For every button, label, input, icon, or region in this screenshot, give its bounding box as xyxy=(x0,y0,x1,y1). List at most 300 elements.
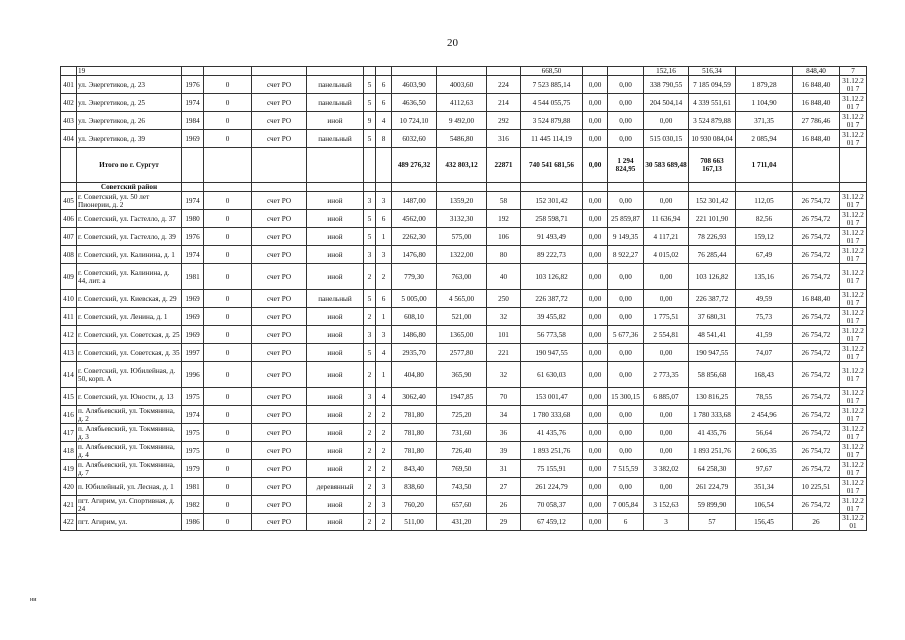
table-cell: 29 xyxy=(487,514,521,531)
table-cell: иной xyxy=(307,424,364,442)
table-cell: 608,10 xyxy=(392,308,437,326)
table-cell: 316 xyxy=(487,130,521,148)
table-cell: 1 780 333,68 xyxy=(521,406,583,424)
table-cell: 0,00 xyxy=(608,192,644,210)
table-cell: 7 185 094,59 xyxy=(689,76,736,94)
table-cell: 26 754,72 xyxy=(793,228,840,246)
table-cell: 420 xyxy=(61,478,77,496)
table-cell: 1982 xyxy=(182,496,204,514)
table-cell: 0,00 xyxy=(608,112,644,130)
table-cell: 37 680,31 xyxy=(689,308,736,326)
table-cell: 9 xyxy=(364,112,376,130)
table-cell: 26 xyxy=(793,514,840,531)
table-cell: 0,00 xyxy=(583,228,608,246)
table-cell: 1365,00 xyxy=(437,326,487,344)
table-cell: 67 459,12 xyxy=(521,514,583,531)
table-cell: 2 454,96 xyxy=(736,406,793,424)
table-cell: 2577,80 xyxy=(437,344,487,362)
table-cell: 3 524 879,88 xyxy=(521,112,583,130)
table-cell: 5 xyxy=(364,344,376,362)
table-row xyxy=(61,460,867,478)
table-cell: 1 294 824,95 xyxy=(608,148,644,183)
table-cell: 0,00 xyxy=(583,112,608,130)
table-cell: 1981 xyxy=(182,264,204,290)
table-cell: 26 754,72 xyxy=(793,210,840,228)
table-cell: 0,00 xyxy=(608,478,644,496)
table-row xyxy=(61,424,867,442)
table-cell: 0 xyxy=(204,246,252,264)
table-cell: 31.12.201 7 xyxy=(840,362,867,388)
table-cell: 1947,85 xyxy=(437,388,487,406)
table-cell: 152 301,42 xyxy=(521,192,583,210)
table-cell: 1981 xyxy=(182,478,204,496)
table-cell: 365,90 xyxy=(437,362,487,388)
table-cell: 5 xyxy=(364,228,376,246)
table-cell xyxy=(840,183,867,192)
table-cell: иной xyxy=(307,496,364,514)
table-cell: 415 xyxy=(61,388,77,406)
table-cell: 3 xyxy=(376,192,392,210)
table-cell: 4 339 551,61 xyxy=(689,94,736,112)
table-cell: 2 xyxy=(376,264,392,290)
table-cell: 412 xyxy=(61,326,77,344)
table-cell xyxy=(307,148,364,183)
table-row xyxy=(61,210,867,228)
table-cell: 779,30 xyxy=(392,264,437,290)
table-cell: 31.12.201 7 xyxy=(840,496,867,514)
table-cell xyxy=(204,148,252,183)
table-cell: 0 xyxy=(204,192,252,210)
table-cell: 725,20 xyxy=(437,406,487,424)
table-cell: 1997 xyxy=(182,344,204,362)
table-cell: 2262,30 xyxy=(392,228,437,246)
table-cell: счет РО xyxy=(252,264,307,290)
table-cell: 31.12.201 7 xyxy=(840,76,867,94)
table-cell: 3 xyxy=(364,388,376,406)
table-cell: 406 xyxy=(61,210,77,228)
table-cell: 403 xyxy=(61,112,77,130)
table-cell: 75 155,91 xyxy=(521,460,583,478)
table-cell: 2 xyxy=(364,478,376,496)
table-cell: 351,34 xyxy=(736,478,793,496)
table-cell: 70 058,37 xyxy=(521,496,583,514)
table-cell: 3 xyxy=(644,514,689,531)
table-cell: 106,54 xyxy=(736,496,793,514)
table-cell: 292 xyxy=(487,112,521,130)
table-cell: г. Советский, ул. Калинина, д. 44, лит. а xyxy=(77,264,182,290)
table-cell: 226 387,72 xyxy=(521,290,583,308)
table-cell: панельный xyxy=(307,290,364,308)
table-cell xyxy=(736,67,793,76)
table-cell: 16 848,40 xyxy=(793,290,840,308)
table-cell xyxy=(736,183,793,192)
table-cell: 2 xyxy=(364,514,376,531)
table-cell: счет РО xyxy=(252,478,307,496)
table-cell: 58 xyxy=(487,192,521,210)
table-cell: 401 xyxy=(61,76,77,94)
table-cell: 31.12.201 7 xyxy=(840,192,867,210)
table-cell: 0 xyxy=(204,478,252,496)
table-cell: 404,80 xyxy=(392,362,437,388)
table-cell: 0 xyxy=(204,442,252,460)
table-cell: счет РО xyxy=(252,326,307,344)
table-cell xyxy=(437,183,487,192)
table-cell: 91 493,49 xyxy=(521,228,583,246)
table-cell: 843,40 xyxy=(392,460,437,478)
table-cell: 0 xyxy=(204,210,252,228)
table-cell: 0 xyxy=(204,326,252,344)
table-cell: 0,00 xyxy=(583,290,608,308)
table-cell: счет РО xyxy=(252,406,307,424)
table-cell: 0,00 xyxy=(608,290,644,308)
table-cell: 31.12.201 7 xyxy=(840,344,867,362)
table-cell: 5 xyxy=(364,290,376,308)
table-cell: 1969 xyxy=(182,290,204,308)
table-cell: 261 224,79 xyxy=(521,478,583,496)
table-cell: п. Алябьевский, ул. Токмянина, д. 4 xyxy=(77,442,182,460)
table-cell: 1986 xyxy=(182,514,204,531)
table-cell: 4003,60 xyxy=(437,76,487,94)
table-cell: 418 xyxy=(61,442,77,460)
table-cell: 152 301,42 xyxy=(689,192,736,210)
table-cell: 1996 xyxy=(182,362,204,388)
table-row xyxy=(61,130,867,148)
table-cell xyxy=(61,183,77,192)
table-cell: 0,00 xyxy=(583,362,608,388)
table-cell: г. Советский, ул. Советская, д. 25 xyxy=(77,326,182,344)
table-cell: иной xyxy=(307,362,364,388)
table-cell: счет РО xyxy=(252,246,307,264)
table-cell: 59 899,90 xyxy=(689,496,736,514)
table-cell: 130 816,25 xyxy=(689,388,736,406)
table-cell: 0 xyxy=(204,308,252,326)
table-cell: 6 xyxy=(376,290,392,308)
table-cell: счет РО xyxy=(252,192,307,210)
table-cell: 27 xyxy=(487,478,521,496)
table-cell: 1322,00 xyxy=(437,246,487,264)
table-row xyxy=(61,442,867,460)
table-cell: 41 435,76 xyxy=(521,424,583,442)
table-cell: 25 859,87 xyxy=(608,210,644,228)
table-cell: 1 711,04 xyxy=(736,148,793,183)
table-cell: 3 xyxy=(376,326,392,344)
table-cell: 31.12.201 7 xyxy=(840,326,867,344)
table-cell: 411 xyxy=(61,308,77,326)
table-cell: 410 xyxy=(61,290,77,308)
table-cell: 417 xyxy=(61,424,77,442)
table-cell: иной xyxy=(307,246,364,264)
table-cell: 668,50 xyxy=(521,67,583,76)
table-cell: 0,00 xyxy=(644,192,689,210)
table-cell: 1 xyxy=(376,228,392,246)
table-cell: 70 xyxy=(487,388,521,406)
table-cell: 221 xyxy=(487,344,521,362)
table-cell: 419 xyxy=(61,460,77,478)
table-cell xyxy=(376,67,392,76)
table-cell: иной xyxy=(307,228,364,246)
table-row xyxy=(61,264,867,290)
table-cell: счет РО xyxy=(252,94,307,112)
table-row xyxy=(61,406,867,424)
table-cell: 26 xyxy=(487,496,521,514)
table-cell: 6 xyxy=(376,210,392,228)
table-cell: 3 xyxy=(364,246,376,264)
table-cell: счет РО xyxy=(252,388,307,406)
table-cell: 31.12.201 7 xyxy=(840,290,867,308)
table-cell: 214 xyxy=(487,94,521,112)
table-cell: 0,00 xyxy=(608,362,644,388)
table-cell: 0,00 xyxy=(583,76,608,94)
table-cell: 1984 xyxy=(182,112,204,130)
table-cell xyxy=(204,183,252,192)
table-cell: 2 xyxy=(364,362,376,388)
table-cell xyxy=(61,67,77,76)
table-cell: 4636,50 xyxy=(392,94,437,112)
table-cell: 31.12.201 7 xyxy=(840,246,867,264)
table-cell xyxy=(252,148,307,183)
table-cell: 0,00 xyxy=(583,460,608,478)
table-cell: 0,00 xyxy=(608,76,644,94)
table-cell: 31.12.201 7 xyxy=(840,442,867,460)
table-cell: 26 754,72 xyxy=(793,362,840,388)
table-row xyxy=(61,326,867,344)
table-cell: 0 xyxy=(204,406,252,424)
table-cell: 78 226,93 xyxy=(689,228,736,246)
table-cell: 4 xyxy=(376,388,392,406)
table-cell: 2935,70 xyxy=(392,344,437,362)
table-cell: 1 775,51 xyxy=(644,308,689,326)
table-cell: 26 754,72 xyxy=(793,308,840,326)
table-cell: 0,00 xyxy=(644,478,689,496)
table-cell xyxy=(392,67,437,76)
table-cell: 31.12.201 7 xyxy=(840,424,867,442)
table-cell xyxy=(364,183,376,192)
table-cell: 15 300,15 xyxy=(608,388,644,406)
table-cell: счет РО xyxy=(252,290,307,308)
table-cell: 16 848,40 xyxy=(793,130,840,148)
table-row xyxy=(61,94,867,112)
table-cell: 432 803,12 xyxy=(437,148,487,183)
table-cell: 192 xyxy=(487,210,521,228)
table-cell: 405 xyxy=(61,192,77,210)
table-cell: 4 xyxy=(376,344,392,362)
table-row xyxy=(61,76,867,94)
table-cell: 0 xyxy=(204,424,252,442)
table-cell: 511,00 xyxy=(392,514,437,531)
table-cell: 1979 xyxy=(182,460,204,478)
table-cell xyxy=(608,67,644,76)
table-row xyxy=(61,308,867,326)
table-cell: г. Советский, ул. 50 лет Пионерии, д. 2 xyxy=(77,192,182,210)
table-cell: 135,16 xyxy=(736,264,793,290)
table-cell: иной xyxy=(307,112,364,130)
table-cell: 740 541 681,56 xyxy=(521,148,583,183)
table-cell: 0,00 xyxy=(583,442,608,460)
table-cell xyxy=(376,183,392,192)
table-cell: 39 455,82 xyxy=(521,308,583,326)
table-cell: 414 xyxy=(61,362,77,388)
table-cell: 156,45 xyxy=(736,514,793,531)
table-cell: 0 xyxy=(204,496,252,514)
table-cell: иной xyxy=(307,192,364,210)
table-cell xyxy=(364,67,376,76)
table-cell: 7 523 885,14 xyxy=(521,76,583,94)
table-cell: 0,00 xyxy=(583,478,608,496)
table-cell: иной xyxy=(307,344,364,362)
table-cell: 26 754,72 xyxy=(793,192,840,210)
table-cell: 0,00 xyxy=(583,514,608,531)
table-cell: 1974 xyxy=(182,246,204,264)
table-cell: 0 xyxy=(204,344,252,362)
table-cell: 3 152,63 xyxy=(644,496,689,514)
table-cell: 2 xyxy=(364,460,376,478)
table-cell xyxy=(487,183,521,192)
table-cell: иной xyxy=(307,308,364,326)
table-cell: 1359,20 xyxy=(437,192,487,210)
table-cell: 1980 xyxy=(182,210,204,228)
table-cell xyxy=(583,67,608,76)
table-cell: 49,59 xyxy=(736,290,793,308)
table-cell: 5 xyxy=(364,130,376,148)
table-cell: 743,50 xyxy=(437,478,487,496)
table-cell: 152,16 xyxy=(644,67,689,76)
table-cell: панельный xyxy=(307,130,364,148)
table-cell xyxy=(307,67,364,76)
table-cell: г. Советский, ул. Гастелло, д. 39 xyxy=(77,228,182,246)
table-cell: 0,00 xyxy=(608,130,644,148)
table-cell: 1 893 251,76 xyxy=(521,442,583,460)
table-cell: 67,49 xyxy=(736,246,793,264)
table-cell: п. Алябьевский, ул. Токмянина, д. 7 xyxy=(77,460,182,478)
table-cell: ул. Энергетиков, д. 25 xyxy=(77,94,182,112)
table-cell: Советский район xyxy=(77,183,182,192)
table-row xyxy=(61,478,867,496)
table-cell: иной xyxy=(307,326,364,344)
table-cell: 31.12.201 7 xyxy=(840,112,867,130)
table-cell: 4 565,00 xyxy=(437,290,487,308)
table-cell: 39 xyxy=(487,442,521,460)
table-cell: счет РО xyxy=(252,308,307,326)
table-cell: 0 xyxy=(204,112,252,130)
table-cell: 657,60 xyxy=(437,496,487,514)
table-cell: 338 790,55 xyxy=(644,76,689,94)
table-cell: 848,40 xyxy=(793,67,840,76)
table-cell: 80 xyxy=(487,246,521,264)
table-cell: 408 xyxy=(61,246,77,264)
table-cell: 97,67 xyxy=(736,460,793,478)
table-cell: счет РО xyxy=(252,424,307,442)
table-cell: 0,00 xyxy=(583,192,608,210)
table-cell: г. Советский, ул. Советская, д. 35 xyxy=(77,344,182,362)
table-cell: 0 xyxy=(204,514,252,531)
table-cell: 1969 xyxy=(182,326,204,344)
table-cell: 1 879,28 xyxy=(736,76,793,94)
table-cell: г. Советский, ул. Ленина, д. 1 xyxy=(77,308,182,326)
table-cell: 3132,30 xyxy=(437,210,487,228)
table-cell: 1 780 333,68 xyxy=(689,406,736,424)
table-cell: 41,59 xyxy=(736,326,793,344)
table-cell: 159,12 xyxy=(736,228,793,246)
table-cell: 0 xyxy=(204,228,252,246)
table-cell: 1969 xyxy=(182,308,204,326)
table-cell: 31.12.201 xyxy=(840,514,867,531)
table-cell: 5 xyxy=(364,76,376,94)
table-cell: 4 015,02 xyxy=(644,246,689,264)
table-cell: 0,00 xyxy=(644,424,689,442)
table-cell: 10 930 084,04 xyxy=(689,130,736,148)
table-cell: 16 848,40 xyxy=(793,76,840,94)
table-cell: деревянный xyxy=(307,478,364,496)
table-cell xyxy=(252,67,307,76)
table-cell: 0,00 xyxy=(583,210,608,228)
table-cell: счет РО xyxy=(252,514,307,531)
table-cell: 0 xyxy=(204,290,252,308)
table-cell: иной xyxy=(307,514,364,531)
table-cell: 1 893 251,76 xyxy=(689,442,736,460)
table-cell: 0 xyxy=(204,362,252,388)
table-cell: 0,00 xyxy=(608,424,644,442)
table-cell: 781,80 xyxy=(392,406,437,424)
table-cell: 422 xyxy=(61,514,77,531)
table-cell xyxy=(840,148,867,183)
table-cell: 769,50 xyxy=(437,460,487,478)
table-cell: 3 xyxy=(364,192,376,210)
table-cell: 2 xyxy=(376,460,392,478)
table-cell: счет РО xyxy=(252,460,307,478)
table-cell: 1974 xyxy=(182,94,204,112)
table-cell: 61 630,03 xyxy=(521,362,583,388)
table-cell: пгт. Агирим, ул. Спортивная, д. 24 xyxy=(77,496,182,514)
table-cell: 7 005,84 xyxy=(608,496,644,514)
table-cell: 168,43 xyxy=(736,362,793,388)
table-row xyxy=(61,192,867,210)
table-cell: 6 xyxy=(376,94,392,112)
table-cell: п. Алябьевский, ул. Токмянина, д. 3 xyxy=(77,424,182,442)
table-cell: г. Советский, ул. Калинина, д. 1 xyxy=(77,246,182,264)
table-cell: 516,34 xyxy=(689,67,736,76)
table-cell: 371,35 xyxy=(736,112,793,130)
footer-mark: ни xyxy=(30,597,37,603)
table-cell xyxy=(204,67,252,76)
table-cell xyxy=(392,183,437,192)
table-cell: 56,64 xyxy=(736,424,793,442)
table-cell: 190 947,55 xyxy=(689,344,736,362)
table-cell: 76 285,44 xyxy=(689,246,736,264)
table-cell: 31.12.201 7 xyxy=(840,478,867,496)
table-cell: 31 xyxy=(487,460,521,478)
table-cell: 26 754,72 xyxy=(793,460,840,478)
table-cell: 26 754,72 xyxy=(793,264,840,290)
table-cell: 1487,00 xyxy=(392,192,437,210)
table-cell: 731,60 xyxy=(437,424,487,442)
table-cell xyxy=(364,148,376,183)
table-cell: 0,00 xyxy=(608,308,644,326)
table-row xyxy=(61,290,867,308)
table-cell: 4 xyxy=(376,112,392,130)
table-cell: 31.12.201 7 xyxy=(840,460,867,478)
table-cell: 0 xyxy=(204,130,252,148)
table-cell: иной xyxy=(307,406,364,424)
table-cell: 6 xyxy=(608,514,644,531)
table-cell: 781,80 xyxy=(392,424,437,442)
table-cell: счет РО xyxy=(252,76,307,94)
table-cell: иной xyxy=(307,264,364,290)
table-cell: 2 xyxy=(364,442,376,460)
table-cell: 0,00 xyxy=(583,424,608,442)
table-cell: 258 598,71 xyxy=(521,210,583,228)
table-cell: иной xyxy=(307,460,364,478)
table-cell: 0,00 xyxy=(583,406,608,424)
